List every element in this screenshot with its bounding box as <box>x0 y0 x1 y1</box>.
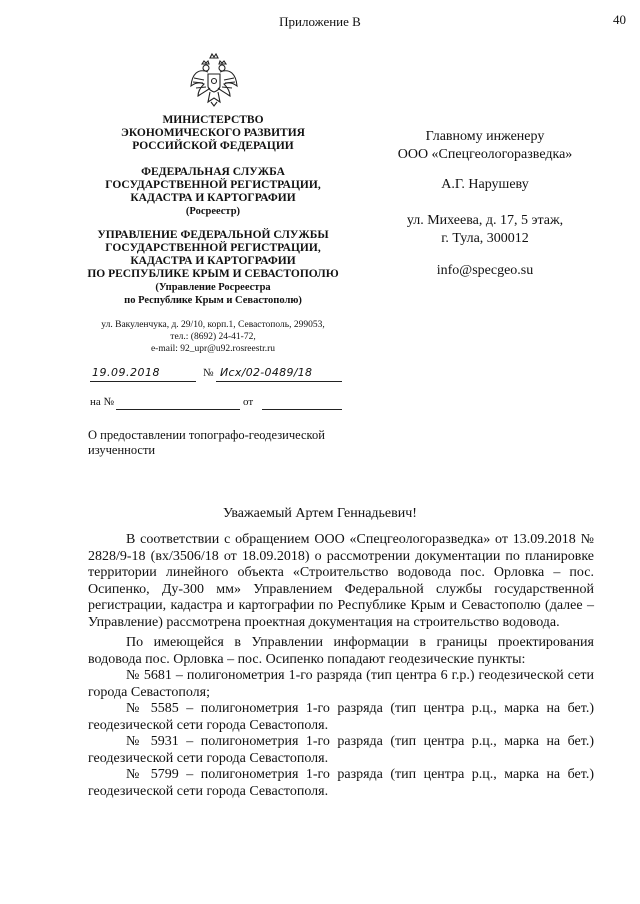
body-paragraph: По имеющейся в Управлении информации в границы проектирования водовода пос. Орловка – пос. Осипенко попадают геодезические пункты: <box>88 635 594 667</box>
service-line: КАДАСТРА И КАРТОГРАФИИ <box>130 192 296 204</box>
recipient-position <box>368 128 602 164</box>
recipient-email: info@specgeo.su <box>436 263 534 278</box>
service-line: ФЕДЕРАЛЬНАЯ СЛУЖБА <box>141 166 285 178</box>
ministry-line: РОССИЙСКОЙ ФЕДЕРАЦИИ <box>132 140 294 152</box>
department-short-line: по Республике Крым и Севастополю) <box>124 295 302 306</box>
recipient-name: А.Г. Нарушеву <box>441 177 529 192</box>
body-paragraph: № 5681 – полигонометрия 1-го разряда (тип центра 6 г.р.) геодезической сети города Севастополя; <box>88 668 594 700</box>
subject-line: изученности <box>88 443 156 457</box>
department-name <box>78 229 348 307</box>
appendix-label: Приложение В <box>279 14 361 29</box>
department-short-line: (Управление Росреестра <box>155 282 271 293</box>
reference-date-label: от <box>243 396 254 408</box>
recipient-title: Главному инженеру <box>425 129 545 144</box>
recipient-address <box>368 212 602 248</box>
page-number: 40 <box>613 12 626 27</box>
body-paragraph: № 5799 – полигонометрия 1-го разряда (тип центра р.ц., марка на бет.) геодезической сети города Севастополя. <box>88 767 594 799</box>
eagle-emblem-icon <box>188 52 240 108</box>
reference-line <box>90 396 346 412</box>
reference-number-blank <box>116 409 240 410</box>
date-underline <box>90 381 196 382</box>
subject-line: О предоставлении топографо-геодезической <box>88 428 325 442</box>
body-paragraph: В соответствии с обращением ООО «Спецгеологоразведка» от 13.09.2018 № 2828/9-18 (вх/3506/18 от 18.09.2018) о рассмотрении документации по планировке территории линейного объекта «Строительство водовода пос. Орловка – пос. Осипенко, Ду-300 мм» Управлением Федеральной службы государственной регистрации, кадастра и картографии по Республике Крым и Севастополю (далее – Управление) рассмотрена проектная документация на строительство водовода. <box>88 532 594 630</box>
sender-email: e-mail: 92_upr@u92.rosreestr.ru <box>150 344 276 354</box>
reference-date-blank <box>262 409 342 410</box>
department-line: ПО РЕСПУБЛИКЕ КРЫМ И СЕВАСТОПОЛЮ <box>87 268 339 280</box>
service-line: ГОСУДАРСТВЕННОЙ РЕГИСТРАЦИИ, <box>105 179 321 191</box>
letter-body <box>88 532 594 800</box>
recipient-address-line: г. Тула, 300012 <box>441 231 529 246</box>
number-underline <box>216 381 342 382</box>
body-paragraph: № 5585 – полигонометрия 1-го разряда (тип центра р.ц., марка на бет.) геодезической сети города Севастополя. <box>88 701 594 733</box>
sender-address: ул. Вакуленчука, д. 29/10, корп.1, Севастополь, 299053, <box>101 320 325 330</box>
department-line: УПРАВЛЕНИЕ ФЕДЕРАЛЬНОЙ СЛУЖБЫ <box>97 229 329 241</box>
ministry-line: МИНИСТЕРСТВО <box>162 114 264 126</box>
greeting: Уважаемый Артем Геннадьевич! <box>223 506 417 521</box>
department-line: КАДАСТРА И КАРТОГРАФИИ <box>130 255 296 267</box>
ministry-name <box>78 114 348 153</box>
letter-subject <box>88 428 358 458</box>
number-label: № <box>203 367 214 379</box>
ministry-line: ЭКОНОМИЧЕСКОГО РАЗВИТИЯ <box>121 127 305 139</box>
reference-number-label: на № <box>90 396 115 408</box>
body-paragraph: № 5931 – полигонометрия 1-го разряда (тип центра р.ц., марка на бет.) геодезической сети города Севастополя. <box>88 734 594 766</box>
service-name <box>78 166 348 218</box>
registration-number: Исх/02-0489/18 <box>220 366 313 379</box>
department-line: ГОСУДАРСТВЕННОЙ РЕГИСТРАЦИИ, <box>105 242 321 254</box>
service-short-name: (Росреестр) <box>185 206 241 217</box>
registration-line <box>90 366 346 382</box>
sender-contacts <box>78 319 348 355</box>
sender-phone: тел.: (8692) 24-41-72, <box>170 332 256 342</box>
recipient-company: ООО «Спецгеологоразведка» <box>397 147 573 162</box>
recipient-address-line: ул. Михеева, д. 17, 5 этаж, <box>406 213 564 228</box>
registration-date: 19.09.2018 <box>92 366 160 379</box>
